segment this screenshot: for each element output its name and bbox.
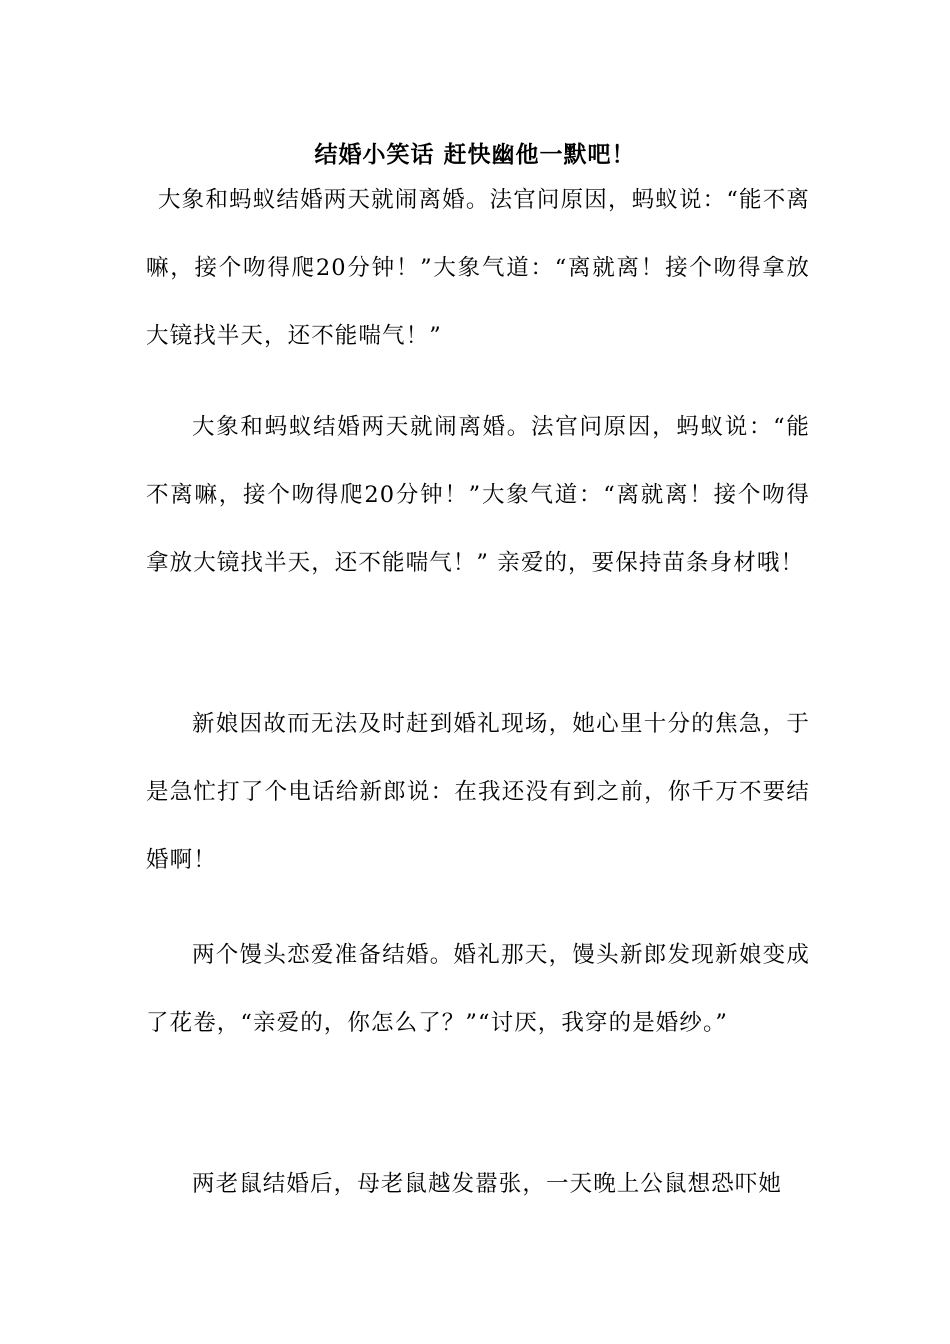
- document-title: 结婚小笑话 赶快幽他一默吧！: [314, 142, 636, 168]
- paragraph-5: [146, 1150, 810, 1218]
- paragraph-text: 大象和蚂蚁结婚两天就闹离婚。法官问原因，蚂蚁说：“能不离嘛，接个吻得爬20分钟！”大象气道：“离就离！接个吻得拿放大镜找半天，还不能喘气！”: [146, 187, 810, 349]
- paragraph-text: 大象和蚂蚁结婚两天就闹离婚。法官问原因，蚂蚁说：“能不离嘛，接个吻得爬20分钟！”大象气道：“离就离！接个吻得拿放大镜找半天，还不能喘气！” 亲爱的，要保持苗条身材哦！: [146, 414, 810, 576]
- paragraph-text: 新娘因故而无法及时赶到婚礼现场，她心里十分的焦急，于是急忙打了个电话给新郎说：在我还没有到之前，你千万不要结婚啊！: [146, 711, 810, 873]
- paragraph-2: [146, 393, 810, 597]
- paragraph-text: 两老鼠结婚后，母老鼠越发嚣张，一天晚上公鼠想恐吓她: [192, 1171, 783, 1197]
- paragraph-1: [146, 166, 810, 370]
- paragraph-text: 两个馒头恋爱准备结婚。婚礼那天，馒头新郎发现新娘变成了花卷，“亲爱的，你怎么了？”“讨厌，我穿的是婚纱。”: [146, 942, 810, 1036]
- paragraph-4: [146, 921, 810, 1057]
- paragraph-3: [146, 690, 810, 894]
